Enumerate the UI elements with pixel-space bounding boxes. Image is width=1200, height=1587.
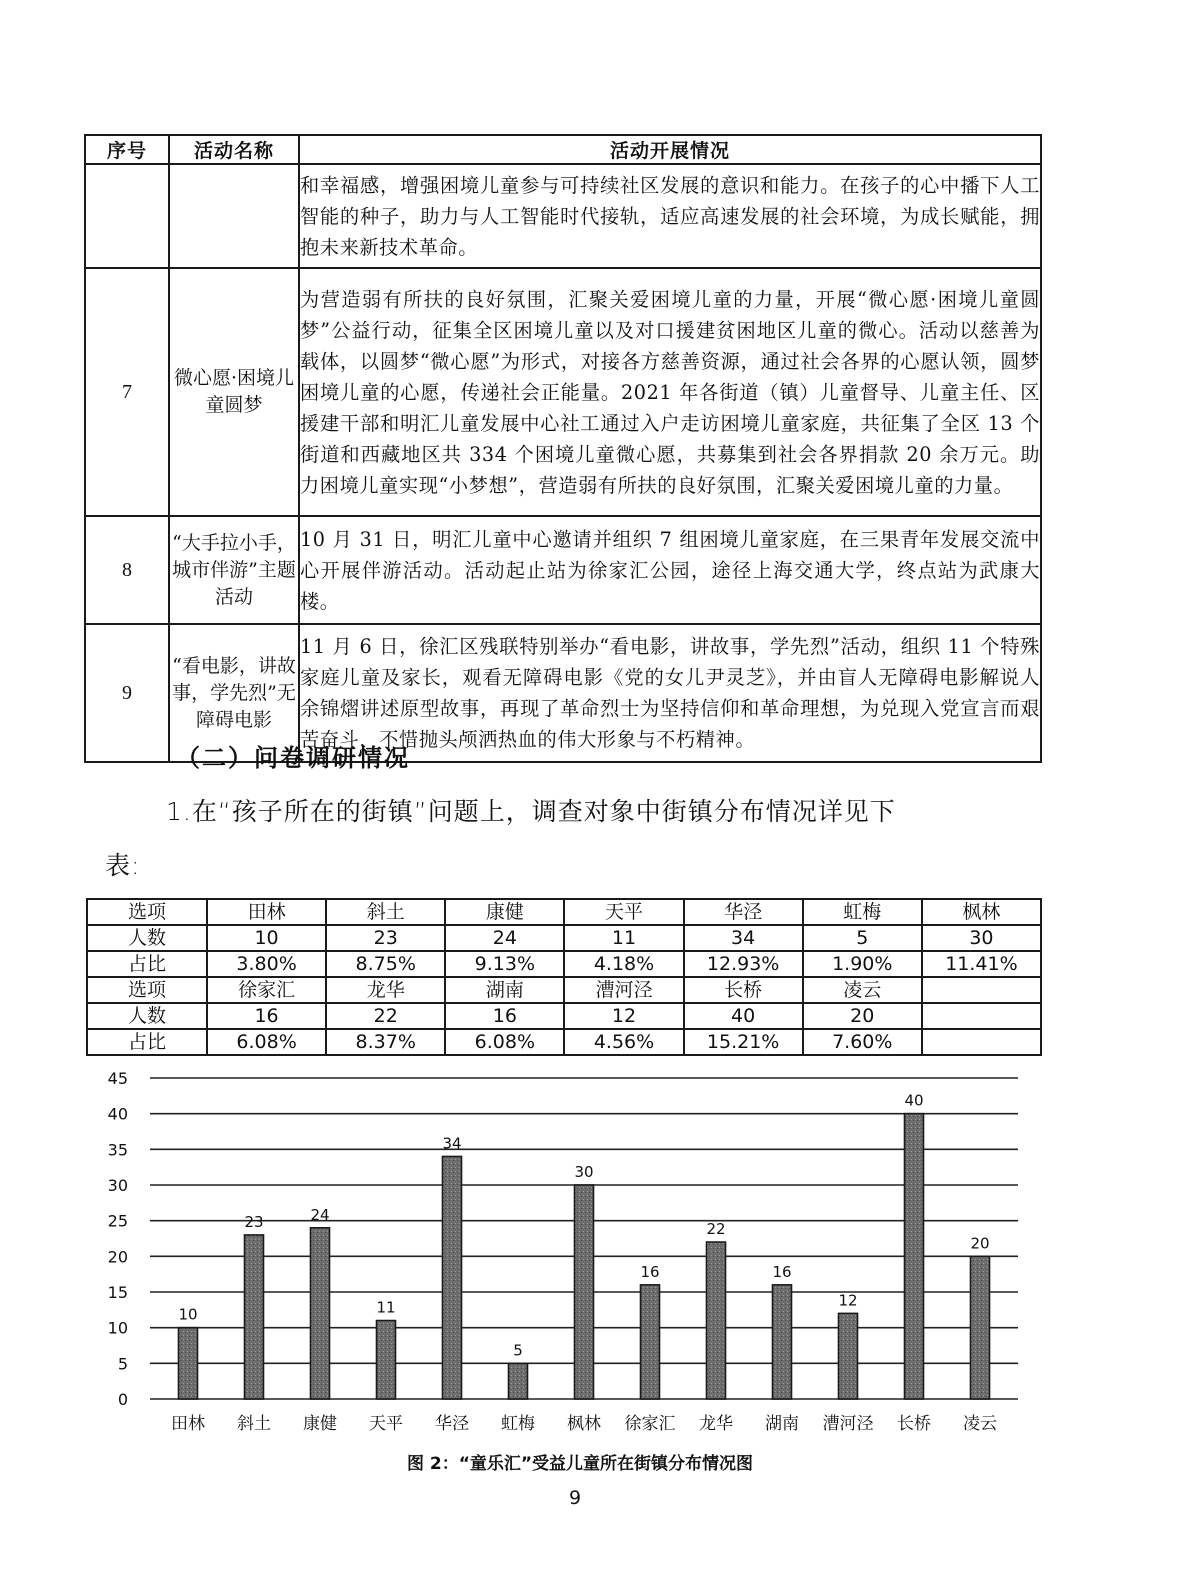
table-cell bbox=[922, 977, 1041, 1003]
y-tick-label: 10 bbox=[107, 1318, 128, 1338]
x-tick-label: 斜土 bbox=[237, 1414, 271, 1434]
row-number: 8 bbox=[85, 516, 169, 624]
bar bbox=[509, 1363, 528, 1399]
paragraph-line-1: 1.在“孩子所在的街镇”问题上，调查对象中街镇分布情况详见下 bbox=[166, 797, 896, 826]
row-number: 9 bbox=[85, 624, 169, 762]
figure-caption: 图 2：“童乐汇”受益儿童所在街镇分布情况图 bbox=[406, 1454, 754, 1474]
table-cell: 凌云 bbox=[803, 977, 922, 1003]
x-tick-label: 漕河泾 bbox=[822, 1414, 874, 1434]
data-label: 30 bbox=[574, 1163, 594, 1181]
bar bbox=[839, 1313, 858, 1399]
table-cell: 24 bbox=[445, 925, 564, 951]
table-row bbox=[85, 164, 1041, 268]
percent-row bbox=[87, 951, 1041, 977]
table-cell: 15.21% bbox=[684, 1029, 803, 1055]
count-row bbox=[87, 1003, 1041, 1029]
bar bbox=[971, 1256, 990, 1399]
x-tick-label: 徐家汇 bbox=[624, 1414, 676, 1434]
percent-row bbox=[87, 1029, 1041, 1055]
page-number: 9 bbox=[568, 1487, 582, 1509]
header-activity-name: 活动名称 bbox=[169, 135, 299, 164]
bar bbox=[641, 1285, 660, 1399]
row-number bbox=[85, 164, 169, 268]
activity-description: 和幸福感，增强困境儿童参与可持续社区发展的意识和能力。在孩子的心中播下人工智能的种子，助力与人工智能时代接轨，适应高速发展的社会环境，为成长赋能，拥抱未来新技术革命。 bbox=[299, 164, 1041, 268]
data-label: 5 bbox=[513, 1341, 523, 1360]
table-row bbox=[85, 516, 1041, 624]
bar bbox=[905, 1114, 924, 1399]
table-cell: 湖南 bbox=[445, 977, 564, 1003]
table-cell: 9.13% bbox=[445, 951, 564, 977]
distribution-table bbox=[86, 898, 1042, 1056]
table-cell: 20 bbox=[803, 1003, 922, 1029]
data-label: 16 bbox=[772, 1262, 792, 1281]
bar bbox=[179, 1328, 198, 1399]
x-tick-label: 长桥 bbox=[897, 1414, 931, 1434]
table-cell: 22 bbox=[326, 1003, 445, 1029]
count-row bbox=[87, 925, 1041, 951]
table-cell: 3.80% bbox=[207, 951, 326, 977]
data-label: 24 bbox=[310, 1205, 330, 1224]
data-label: 20 bbox=[970, 1234, 990, 1253]
x-tick-label: 虹梅 bbox=[501, 1414, 535, 1434]
y-tick-label: 5 bbox=[117, 1354, 128, 1374]
table-cell: 长桥 bbox=[684, 977, 803, 1003]
activity-name: 微心愿·困境儿童圆梦 bbox=[169, 268, 299, 516]
data-label: 23 bbox=[244, 1212, 264, 1231]
data-label: 40 bbox=[904, 1091, 924, 1110]
table-cell: 虹梅 bbox=[803, 899, 922, 925]
table-cell bbox=[922, 1029, 1041, 1055]
activity-table-header bbox=[85, 135, 1041, 164]
activity-description: 为营造弱有所扶的良好氛围，汇聚关爱困境儿童的力量，开展“微心愿·困境儿童圆梦”公益行动，征集全区困境儿童以及对口援建贫困地区儿童的微心。活动以慈善为载体，以圆梦“微心愿”为形式，对接各方慈善资源，通过社会各界的心愿认领，圆梦困境儿童的心愿，传递社会正能量。2021 年各街道（镇）儿童督导、儿童主任、区援建干部和明汇儿童发展中心社工通过入户走访困境儿童家庭，共征集了全区 13 个街道和西藏地区共 334 个困境儿童微心愿，共募集到社会各界捐款 20 余万元。助力困境儿童实现“小梦想”，营造弱有所扶的良好氛围，汇聚关爱困境儿童的力量。 bbox=[299, 268, 1041, 516]
data-label: 22 bbox=[706, 1220, 726, 1239]
table-cell: 1.90% bbox=[803, 951, 922, 977]
row-label: 占比 bbox=[87, 1029, 207, 1055]
table-cell: 4.18% bbox=[564, 951, 683, 977]
bar bbox=[311, 1228, 330, 1399]
row-label: 选项 bbox=[87, 977, 207, 1003]
table-cell: 徐家汇 bbox=[207, 977, 326, 1003]
table-cell: 11 bbox=[564, 925, 683, 951]
data-label: 10 bbox=[178, 1305, 198, 1324]
row-label: 人数 bbox=[87, 1003, 207, 1029]
bar bbox=[575, 1185, 594, 1399]
bar bbox=[707, 1242, 726, 1399]
table-cell: 康健 bbox=[445, 899, 564, 925]
x-tick-label: 康健 bbox=[303, 1414, 337, 1434]
bar bbox=[773, 1285, 792, 1399]
x-tick-label: 龙华 bbox=[699, 1414, 733, 1434]
table-cell: 枫林 bbox=[922, 899, 1041, 925]
table-cell: 华泾 bbox=[684, 899, 803, 925]
data-label: 12 bbox=[838, 1291, 858, 1310]
table-cell: 16 bbox=[445, 1003, 564, 1029]
table-cell: 龙华 bbox=[326, 977, 445, 1003]
table-cell: 6.08% bbox=[207, 1029, 326, 1055]
table-row bbox=[85, 268, 1041, 516]
activity-name: “看电影，讲故事，学先烈”无障碍电影 bbox=[169, 624, 299, 762]
table-cell: 10 bbox=[207, 925, 326, 951]
activity-description: 10 月 31 日，明汇儿童中心邀请并组织 7 组困境儿童家庭，在三果青年发展交流中心开展伴游活动。活动起止站为徐家汇公园，途径上海交通大学，终点站为武康大楼。 bbox=[299, 516, 1041, 624]
table-cell: 16 bbox=[207, 1003, 326, 1029]
section-heading: （二）问卷调研情况 bbox=[176, 744, 410, 772]
y-tick-label: 35 bbox=[107, 1140, 128, 1160]
table-cell: 34 bbox=[684, 925, 803, 951]
table-cell: 7.60% bbox=[803, 1029, 922, 1055]
activity-description: 11 月 6 日，徐汇区残联特别举办“看电影，讲故事，学先烈”活动，组织 11 个特殊家庭儿童及家长，观看无障碍电影《党的女儿尹灵芝》，并由盲人无障碍电影解说人余锦熠讲述原型故事，再现了革命烈士为坚持信仰和革命理想，为兑现入党宣言而艰苦奋斗，不惜抛头颅洒热血的伟大形象与不朽精神。 bbox=[299, 624, 1041, 762]
table-cell: 23 bbox=[326, 925, 445, 951]
table-cell: 12.93% bbox=[684, 951, 803, 977]
y-tick-label: 0 bbox=[117, 1390, 128, 1409]
activity-table bbox=[84, 134, 1042, 763]
table-cell: 田林 bbox=[207, 899, 326, 925]
table-cell: 6.08% bbox=[445, 1029, 564, 1055]
row-label: 占比 bbox=[87, 951, 207, 977]
bar-chart bbox=[90, 1066, 1030, 1446]
bar bbox=[377, 1321, 396, 1399]
paragraph-line-2: 表: bbox=[105, 851, 141, 880]
y-tick-label: 30 bbox=[107, 1176, 128, 1195]
x-tick-label: 天平 bbox=[369, 1414, 403, 1434]
table-cell: 斜土 bbox=[326, 899, 445, 925]
table-cell: 漕河泾 bbox=[564, 977, 683, 1003]
bar bbox=[245, 1235, 264, 1399]
x-tick-label: 湖南 bbox=[765, 1414, 799, 1434]
x-tick-label: 枫林 bbox=[567, 1414, 601, 1434]
header-activity-details: 活动开展情况 bbox=[299, 135, 1041, 164]
activity-name bbox=[169, 164, 299, 268]
y-tick-label: 20 bbox=[107, 1247, 128, 1267]
activity-name: “大手拉小手，城市伴游”主题活动 bbox=[169, 516, 299, 624]
data-label: 34 bbox=[442, 1134, 462, 1153]
table-cell: 40 bbox=[684, 1003, 803, 1029]
data-label: 16 bbox=[640, 1262, 660, 1281]
table-cell: 8.75% bbox=[326, 951, 445, 977]
y-tick-label: 25 bbox=[107, 1211, 128, 1231]
option-row bbox=[87, 899, 1041, 925]
x-tick-label: 华泾 bbox=[435, 1414, 469, 1434]
table-cell: 8.37% bbox=[326, 1029, 445, 1055]
table-cell: 11.41% bbox=[922, 951, 1041, 977]
row-label: 选项 bbox=[87, 899, 207, 925]
data-label: 11 bbox=[376, 1298, 396, 1317]
y-tick-label: 15 bbox=[107, 1283, 128, 1302]
x-tick-label: 田林 bbox=[171, 1414, 205, 1434]
row-label: 人数 bbox=[87, 925, 207, 951]
table-cell: 12 bbox=[564, 1003, 683, 1029]
table-cell bbox=[922, 1003, 1041, 1029]
x-tick-label: 凌云 bbox=[963, 1414, 997, 1434]
header-number: 序号 bbox=[85, 135, 169, 164]
option-row bbox=[87, 977, 1041, 1003]
table-cell: 天平 bbox=[564, 899, 683, 925]
table-cell: 4.56% bbox=[564, 1029, 683, 1055]
y-tick-label: 45 bbox=[107, 1069, 128, 1088]
table-cell: 30 bbox=[922, 925, 1041, 951]
bar bbox=[443, 1156, 462, 1399]
y-tick-label: 40 bbox=[107, 1104, 128, 1124]
table-cell: 5 bbox=[803, 925, 922, 951]
row-number: 7 bbox=[85, 268, 169, 516]
